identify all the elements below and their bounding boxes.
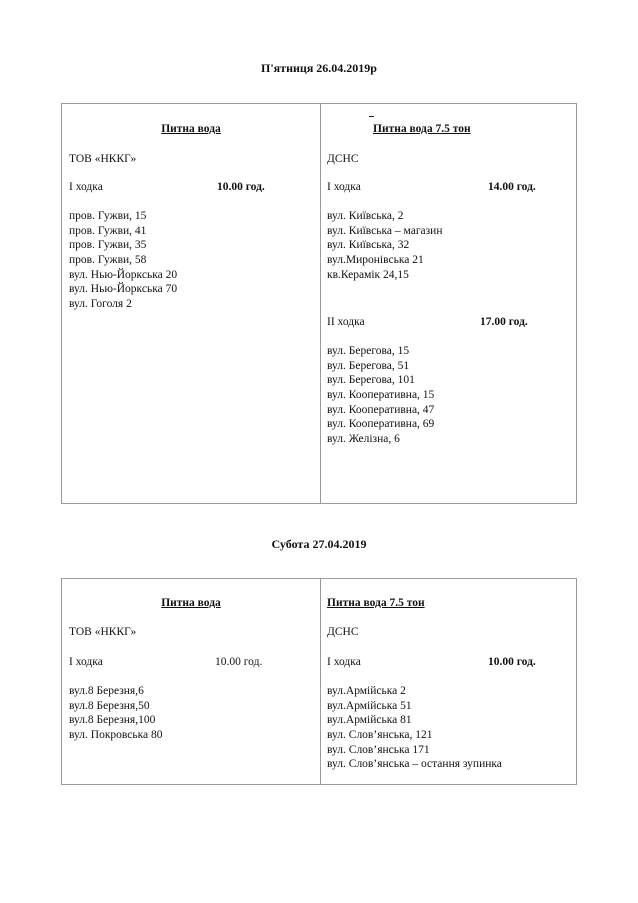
trip-time: 10.00 год. [215,656,263,668]
address-list [69,684,163,743]
trip-time: 10.00 год. [488,656,536,668]
address-item: вул. Гоголя 2 [69,298,132,311]
column-header: Питна вода [161,597,221,609]
address-item: вул. Слов’янська – остання зупинка [327,758,502,771]
address-item: вул. Кооперативна, 47 [327,403,435,416]
address-item: вул. Кооперативна, 15 [327,389,435,402]
organization-name: ТОВ «НККГ» [69,153,137,165]
address-item: пров. Гужви, 35 [69,239,147,252]
trip-label: ІІ ходка [327,316,365,328]
column-left [62,579,320,784]
address-list [327,344,434,447]
day-title-saturday: Субота 27.04.2019 [271,537,367,551]
address-list [327,684,502,772]
trip-label: І ходка [327,181,361,193]
address-item: вул. Нью-Йоркська 70 [69,283,178,296]
address-item: вул. Нью-Йоркська 20 [69,268,178,281]
address-item: вул. Слов’янська, 121 [327,729,433,742]
address-list [327,209,443,282]
address-item: вул. Берегова, 15 [327,345,410,357]
column-right [320,579,576,784]
address-item: вул. Берегова, 51 [327,359,410,372]
trip-time: 10.00 год. [217,181,265,193]
address-item: вул. Берегова, 101 [327,374,415,387]
trip-label: І ходка [69,656,103,668]
address-item: вул.8 Березня,6 [69,685,144,697]
address-item: вул. Кооперативна, 69 [327,418,435,431]
address-item: вул. Покровська 80 [69,729,163,742]
address-item: вул.Армійська 51 [327,699,412,712]
address-item: вул.Армійська 81 [327,714,412,727]
address-item: вул. Київська, 2 [327,210,404,222]
address-item: пров. Гужви, 58 [69,254,147,267]
day-title-friday: П'ятниця 26.04.2019р [261,61,377,75]
schedule-table-saturday [61,578,577,785]
address-item: пров. Гужви, 15 [69,210,147,222]
address-item: вул. Слов’янська 171 [327,743,430,756]
schedule-table-friday [61,103,577,504]
organization-name: ТОВ «НККГ» [69,626,137,638]
column-header: Питна вода [161,123,221,135]
trip-time: 14.00 год. [488,181,536,193]
address-item: вул.Миронівська 21 [327,254,424,267]
address-item: пров. Гужви, 41 [69,224,147,237]
trip-label: І ходка [327,656,361,668]
column-header: Питна вода 7.5 тон [327,597,425,609]
address-item: кв.Керамік 24,15 [327,268,409,281]
column-left [62,104,320,503]
address-list [69,209,177,312]
column-header: Питна вода 7.5 тон [373,123,471,135]
trip-label: І ходка [69,181,103,193]
organization-name: ДСНС [327,626,359,638]
address-item: вул. Київська – магазин [327,224,443,237]
organization-name: ДСНС [327,153,359,165]
address-item: вул.Армійська 2 [327,685,406,697]
address-item: вул.8 Березня,100 [69,714,156,727]
address-item: вул. Желізна, 6 [327,433,400,446]
address-item: вул. Київська, 32 [327,239,410,252]
address-item: вул.8 Березня,50 [69,699,150,712]
column-right [320,104,576,503]
stray-dash-mark [369,116,374,117]
trip-time: 17.00 год. [480,316,528,328]
